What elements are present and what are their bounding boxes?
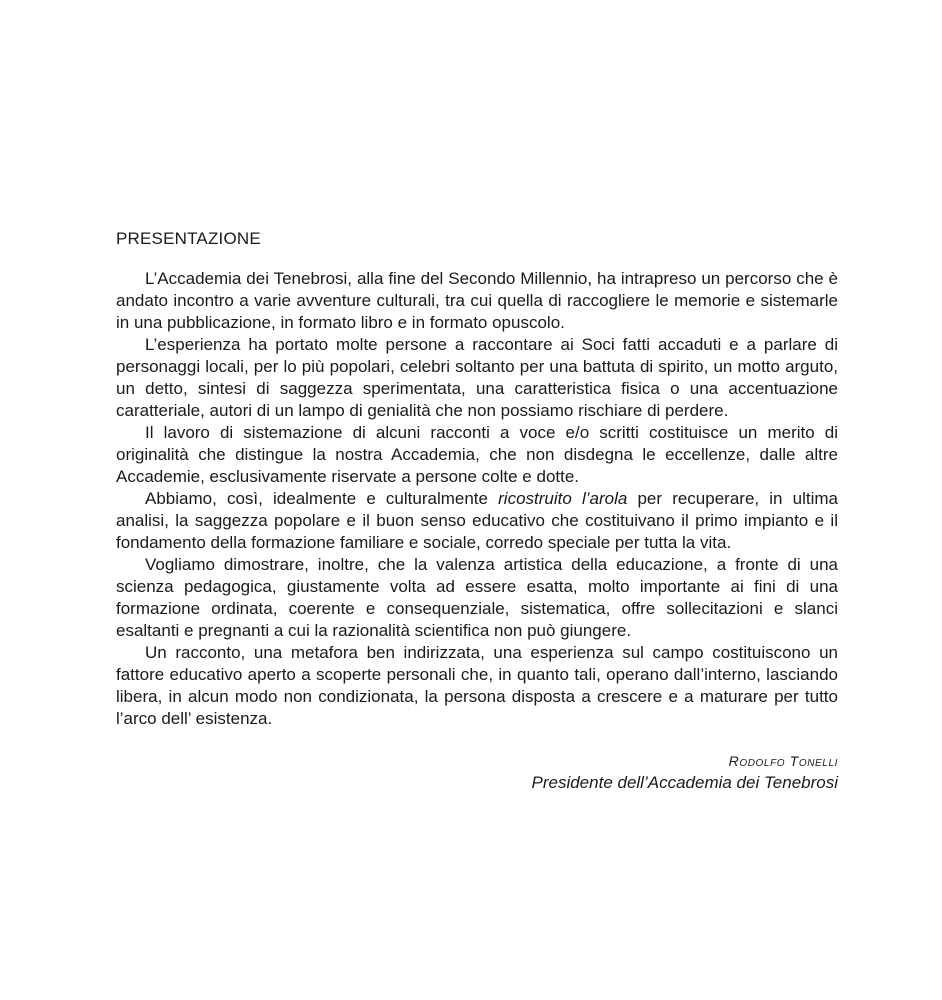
signature-name: Rodolfo Tonelli	[728, 753, 838, 769]
signature-role: Presidente dell’Accademia dei Tenebrosi	[531, 773, 838, 792]
paragraph-1: L’Accademia dei Tenebrosi, alla fine del Secondo Millennio, ha intrapreso un percorso che è andato incontro a varie avventure culturali, tra cui quella di raccogliere le memorie e sistemarle in una pubblicazione, in formato libro e in formato opuscolo.	[116, 269, 838, 332]
paragraph-4-end: per recuperare, in ultima analisi, la saggezza popolare e il buon senso educativo che costituivano il primo impianto e il fondamento della formazione familiare e sociale, corredo speciale per tutta la vita.	[116, 489, 838, 552]
page-title: PRESENTAZIONE	[116, 229, 261, 248]
paragraph-4	[116, 488, 838, 554]
paragraph-3: Il lavoro di sistemazione di alcuni racconti a voce e/o scritti costituisce un merito di originalità che distingue la nostra Accademia, che non disdegna le eccellenze, dalle altre Accademie, esclusivamente riservate a persone colte e dotte.	[116, 423, 838, 486]
document-body	[116, 228, 838, 730]
paragraph-5: Vogliamo dimostrare, inoltre, che la valenza artistica della educazione, a fronte di una scienza pedagogica, giustamente volta ad essere esatta, molto importante ai fini di una formazione ordinata, coerente e consequenziale, sistematica, offre sollecitazioni e slanci esaltanti e pregnanti a cui la razionalità scientifica non può giungere.	[116, 555, 838, 640]
paragraph-4-start: Abbiamo, così, idealmente e culturalmente	[145, 489, 499, 508]
paragraph-2: L’esperienza ha portato molte persone a raccontare ai Soci fatti accaduti e a parlare di personaggi locali, per lo più popolari, celebri soltanto per una battuta di spirito, un motto arguto, un detto, sintesi di saggezza sperimentata, una caratteristica fisica o una accentuazione caratteriale, autori di un lampo di genialità che non possiamo rischiare di perdere.	[116, 335, 838, 420]
paragraph-4-italic-phrase: ricostruito l’arola	[498, 489, 628, 508]
signature-block	[116, 750, 838, 794]
paragraph-6: Un racconto, una metafora ben indirizzata, una esperienza sul campo costituiscono un fattore educativo aperto a scoperte personali che, in quanto tali, operano dall’interno, lasciando libera, in alcun modo non condizionata, la persona disposta a crescere e a maturare per tutto l’arco dell’ esistenza.	[116, 643, 838, 728]
